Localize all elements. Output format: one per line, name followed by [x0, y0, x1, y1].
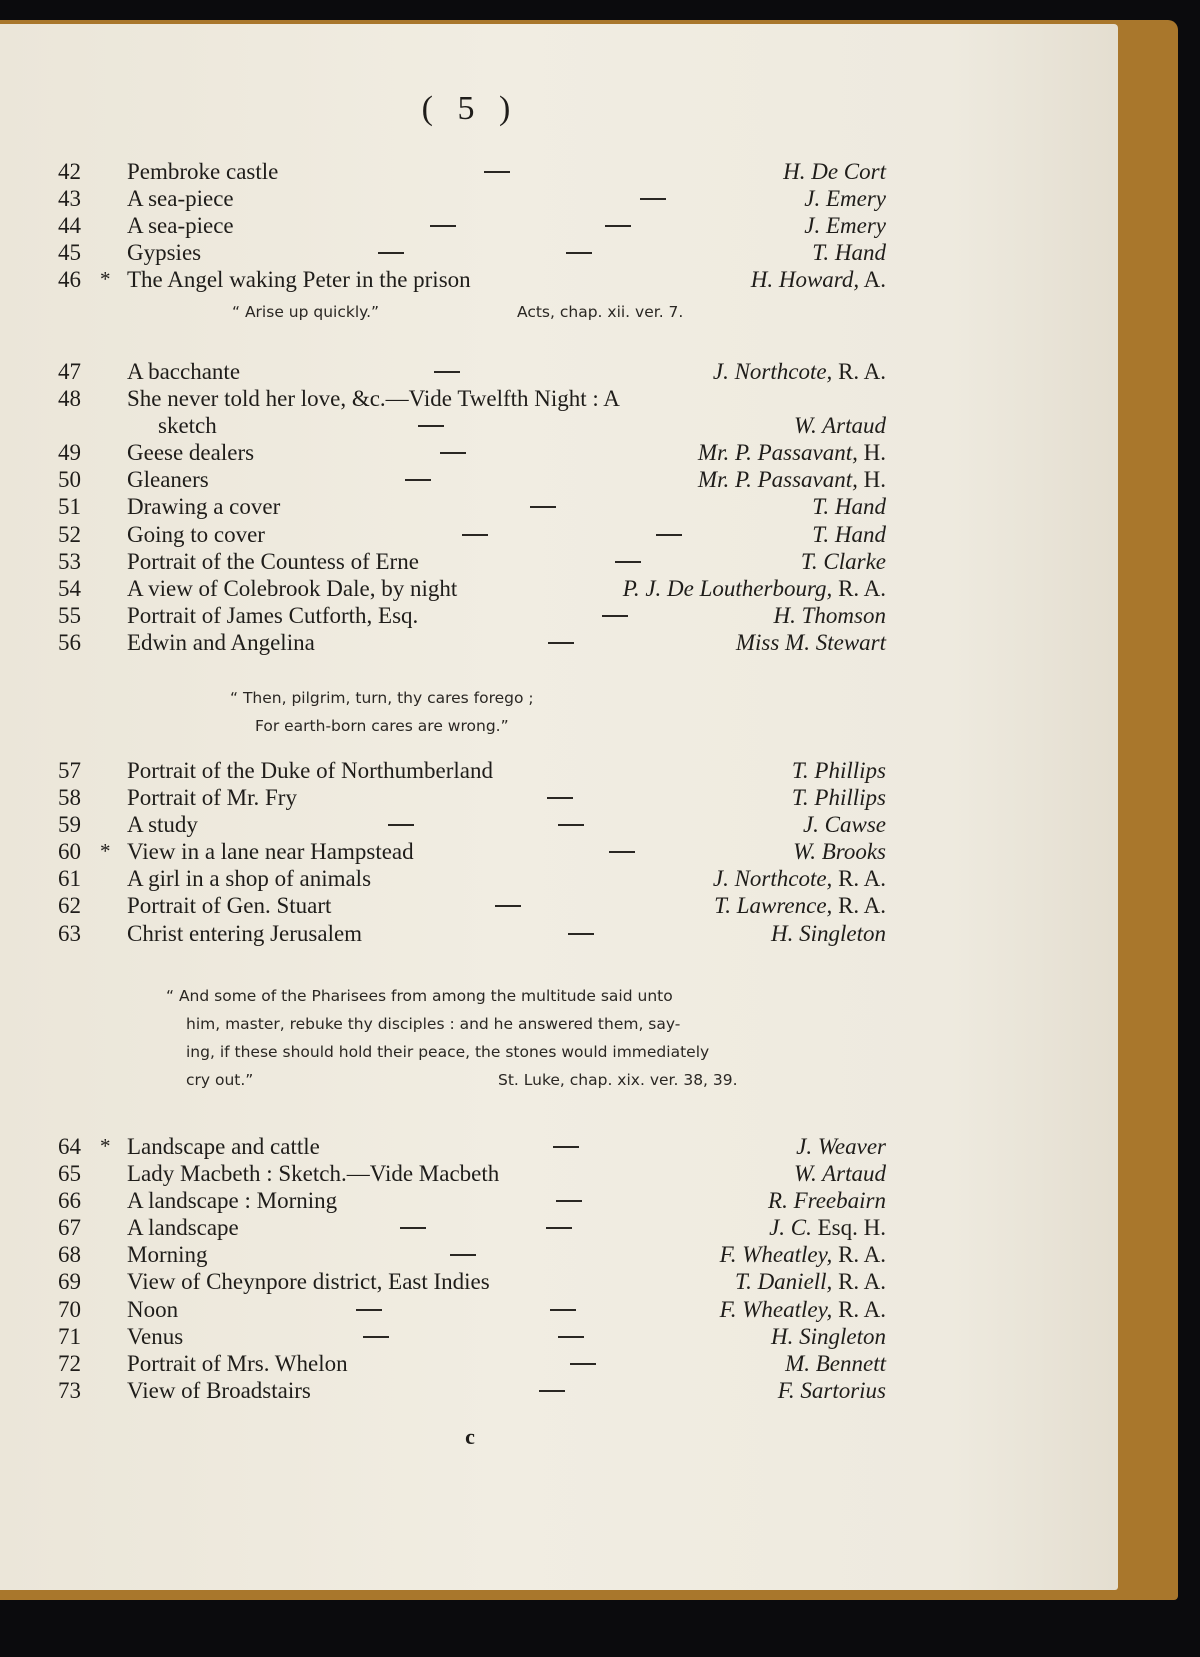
leader-dash	[434, 371, 460, 373]
catalogue-list-2	[0, 358, 1118, 656]
entry-artist: J. Weaver	[796, 1134, 886, 1159]
entry-artist: J. C. Esq. H.	[769, 1215, 886, 1241]
catalogue-entry	[0, 629, 1118, 656]
entry-number: 59	[58, 812, 81, 838]
entry-title: Edwin and Angelina	[127, 629, 315, 655]
leader-dash	[356, 1309, 382, 1311]
leader-dash	[548, 642, 574, 644]
entry-title: Venus	[127, 1323, 184, 1349]
catalogue-entry	[0, 575, 1118, 602]
catalogue-entry-continuation	[0, 412, 1118, 439]
leader-dash	[495, 905, 521, 907]
page-number: ( 5 )	[421, 90, 519, 127]
quotation-acts	[232, 298, 684, 326]
quotation-st-luke	[166, 982, 738, 1094]
entry-number: 69	[58, 1269, 81, 1295]
entry-artist: R. Freebairn	[768, 1188, 886, 1214]
catalogue-entry	[0, 1296, 1118, 1323]
entry-number: 57	[58, 758, 81, 783]
entry-star: *	[100, 267, 111, 292]
quote-reference: Acts, chap. xii. ver. 7.	[517, 303, 684, 321]
entry-artist: J. Emery	[804, 186, 886, 212]
entry-artist: P. J. De Loutherbourg, R. A.	[622, 575, 886, 601]
leader-dash	[363, 1336, 389, 1338]
entry-artist: F. Wheatley, R. A.	[719, 1242, 886, 1268]
leader-dash	[605, 225, 631, 227]
entry-number: 71	[58, 1323, 81, 1349]
entry-title: Portrait of the Countess of Erne	[127, 548, 419, 574]
leader-dash	[430, 225, 456, 227]
entry-artist: W. Artaud	[793, 413, 886, 439]
entry-number: 54	[58, 575, 81, 601]
catalogue-entry	[0, 521, 1118, 548]
entry-number: 47	[58, 359, 81, 384]
leader-dash	[556, 1200, 582, 1202]
quote-line: him, master, rebuke thy disciples : and he answered them, say-	[186, 1015, 681, 1033]
entry-title: Noon	[127, 1296, 179, 1322]
entry-title: Lady Macbeth : Sketch.—Vide Macbeth	[127, 1161, 500, 1187]
entry-artist: Mr. P. Passavant, H.	[697, 440, 886, 466]
entry-title: Landscape and cattle	[127, 1134, 320, 1159]
entry-title: A landscape	[127, 1215, 239, 1241]
leader-dash	[570, 1363, 596, 1365]
entry-title: Drawing a cover	[127, 494, 281, 520]
entry-artist: T. Hand	[812, 494, 886, 520]
entry-number: 67	[58, 1215, 81, 1241]
catalogue-entry	[0, 185, 1118, 212]
leader-dash	[400, 1227, 426, 1229]
catalogue-entry	[0, 212, 1118, 239]
entry-artist: T. Clarke	[800, 548, 886, 574]
leader-dash	[546, 1227, 572, 1229]
entry-title: Geese dealers	[127, 440, 255, 466]
quote-line: For earth-born cares are wrong.”	[255, 717, 509, 735]
catalogue-entry	[0, 1160, 1118, 1187]
quote-line: “ Then, pilgrim, turn, thy cares forego ;	[230, 689, 534, 707]
catalogue-list-3	[0, 757, 1118, 947]
catalogue-entry	[0, 602, 1118, 629]
entry-artist: T. Daniell, R. A.	[734, 1269, 886, 1295]
leader-dash	[558, 824, 584, 826]
entry-number: 42	[58, 159, 81, 184]
entry-number: 50	[58, 467, 81, 493]
catalogue-entry	[0, 920, 1118, 947]
entry-number: 61	[58, 866, 81, 892]
catalogue-entry	[0, 1268, 1118, 1295]
quotation-goldsmith	[230, 684, 534, 740]
catalogue-list-1	[0, 158, 1118, 293]
entry-title: A sea-piece	[127, 213, 234, 239]
entry-title: Going to cover	[127, 521, 265, 547]
entry-number: 49	[58, 440, 81, 466]
leader-dash	[450, 1254, 476, 1256]
catalogue-entry	[0, 158, 1118, 185]
signature-mark: c	[465, 1424, 475, 1449]
entry-title: View of Broadstairs	[127, 1377, 311, 1403]
entry-title: The Angel waking Peter in the prison	[127, 267, 471, 293]
entry-artist: H. Singleton	[771, 1323, 886, 1349]
entry-title: A sea-piece	[127, 186, 234, 212]
entry-artist: J. Northcote, R. A.	[712, 866, 886, 892]
entry-number: 48	[58, 386, 81, 412]
entry-title: sketch	[158, 413, 217, 439]
leader-dash	[656, 534, 682, 536]
entry-title: A bacchante	[127, 359, 241, 384]
catalogue-entry	[0, 784, 1118, 811]
entry-number: 53	[58, 548, 81, 574]
entry-number: 70	[58, 1296, 81, 1322]
entry-artist: T. Phillips	[791, 785, 886, 811]
entry-artist: F. Sartorius	[777, 1377, 886, 1403]
entry-number: 66	[58, 1188, 81, 1214]
leader-dash	[440, 452, 466, 454]
entry-title: A view of Colebrook Dale, by night	[127, 575, 458, 601]
entry-title: Morning	[127, 1242, 208, 1268]
catalogue-entry	[0, 493, 1118, 520]
quote-line: cry out.”	[186, 1071, 254, 1089]
entry-number: 73	[58, 1377, 81, 1403]
entry-number: 43	[58, 186, 81, 212]
entry-number: 58	[58, 785, 81, 811]
entry-artist: Mr. P. Passavant, H.	[697, 467, 886, 493]
catalogue-entry	[0, 385, 1118, 412]
catalogue-list-4	[0, 1133, 1118, 1404]
entry-number: 46	[58, 267, 81, 293]
leader-dash	[566, 252, 592, 254]
entry-artist: Miss M. Stewart	[735, 629, 886, 655]
entry-title: She never told her love, &c.—Vide Twelfth Night : A	[127, 386, 620, 412]
catalogue-entry	[0, 439, 1118, 466]
leader-dash	[558, 1336, 584, 1338]
entry-number: 51	[58, 494, 81, 520]
entry-star: *	[100, 1134, 111, 1158]
entry-artist: W. Artaud	[793, 1161, 886, 1187]
quote-line: “ And some of the Pharisees from among the multitude said unto	[166, 987, 673, 1005]
leader-dash	[405, 479, 431, 481]
entry-title: A landscape : Morning	[127, 1188, 338, 1214]
catalogue-entry	[0, 266, 1118, 293]
catalogue-entry	[0, 1241, 1118, 1268]
leader-dash	[378, 252, 404, 254]
quote-reference: St. Luke, chap. xix. ver. 38, 39.	[498, 1071, 738, 1089]
book-page	[0, 24, 1118, 1590]
entry-title: View of Cheynpore district, East Indies	[127, 1269, 490, 1295]
entry-number: 63	[58, 920, 81, 946]
leader-dash	[547, 797, 573, 799]
catalogue-entry	[0, 358, 1118, 385]
entry-number: 72	[58, 1350, 81, 1376]
entry-artist: J. Emery	[804, 213, 886, 239]
leader-dash	[609, 851, 635, 853]
entry-star: *	[100, 839, 111, 864]
entry-artist: T. Hand	[812, 521, 886, 547]
entry-title: Gypsies	[127, 240, 202, 266]
leader-dash	[553, 1146, 579, 1148]
quote-line: ing, if these should hold their peace, the stones would immediately	[186, 1043, 710, 1061]
entry-number: 44	[58, 213, 81, 239]
leader-dash	[484, 171, 510, 173]
catalogue-entry	[0, 1187, 1118, 1214]
leader-dash	[550, 1309, 576, 1311]
catalogue-entry	[0, 1214, 1118, 1241]
entry-number: 64	[58, 1134, 81, 1159]
entry-number: 65	[58, 1161, 81, 1187]
catalogue-entry	[0, 1350, 1118, 1377]
entry-title: Gleaners	[127, 467, 209, 493]
leader-dash	[539, 1390, 565, 1392]
entry-title: Portrait of Gen. Stuart	[127, 893, 332, 919]
leader-dash	[640, 198, 666, 200]
entry-number: 56	[58, 629, 81, 655]
catalogue-entry	[0, 757, 1118, 784]
catalogue-entry	[0, 1133, 1118, 1160]
catalogue-entry	[0, 838, 1118, 865]
entry-title: Portrait of James Cutforth, Esq.	[127, 602, 419, 628]
catalogue-entry	[0, 1377, 1118, 1404]
leader-dash	[568, 933, 594, 935]
leader-dash	[462, 534, 488, 536]
catalogue-entry	[0, 239, 1118, 266]
entry-artist: H. Thomson	[773, 602, 886, 628]
catalogue-entry	[0, 892, 1118, 919]
catalogue-entry	[0, 1323, 1118, 1350]
leader-dash	[418, 425, 444, 427]
entry-number: 60	[58, 839, 81, 865]
entry-artist: T. Lawrence, R. A.	[714, 893, 886, 919]
entry-title: A girl in a shop of animals	[127, 866, 372, 892]
entry-number: 68	[58, 1242, 81, 1268]
entry-number: 62	[58, 893, 81, 919]
entry-artist: W. Brooks	[793, 839, 886, 865]
quote-text: “ Arise up quickly.”	[232, 303, 380, 321]
catalogue-entry	[0, 466, 1118, 493]
entry-title: Portrait of Mr. Fry	[127, 785, 297, 811]
entry-artist: J. Cawse	[802, 812, 886, 838]
entry-artist: M. Bennett	[785, 1350, 886, 1376]
entry-artist: H. Howard, A.	[750, 267, 886, 293]
entry-title: A study	[127, 812, 198, 838]
entry-artist: T. Hand	[812, 240, 886, 266]
leader-dash	[615, 561, 641, 563]
catalogue-entry	[0, 811, 1118, 838]
leader-dash	[602, 615, 628, 617]
entry-number: 45	[58, 240, 81, 266]
leader-dash	[388, 824, 414, 826]
entry-artist: H. Singleton	[771, 920, 886, 946]
entry-title: Christ entering Jerusalem	[127, 920, 363, 946]
entry-title: Portrait of the Duke of Northumberland	[127, 758, 493, 783]
entry-number: 55	[58, 602, 81, 628]
entry-number: 52	[58, 521, 81, 547]
catalogue-entry	[0, 865, 1118, 892]
entry-artist: J. Northcote, R. A.	[712, 359, 886, 384]
entry-artist: F. Wheatley, R. A.	[719, 1296, 886, 1322]
entry-artist: H. De Cort	[783, 159, 886, 184]
entry-title: Pembroke castle	[127, 159, 279, 184]
entry-title: Portrait of Mrs. Whelon	[127, 1350, 348, 1376]
catalogue-entry	[0, 548, 1118, 575]
entry-artist: T. Phillips	[791, 758, 886, 783]
leader-dash	[530, 506, 556, 508]
entry-title: View in a lane near Hampstead	[127, 839, 414, 865]
